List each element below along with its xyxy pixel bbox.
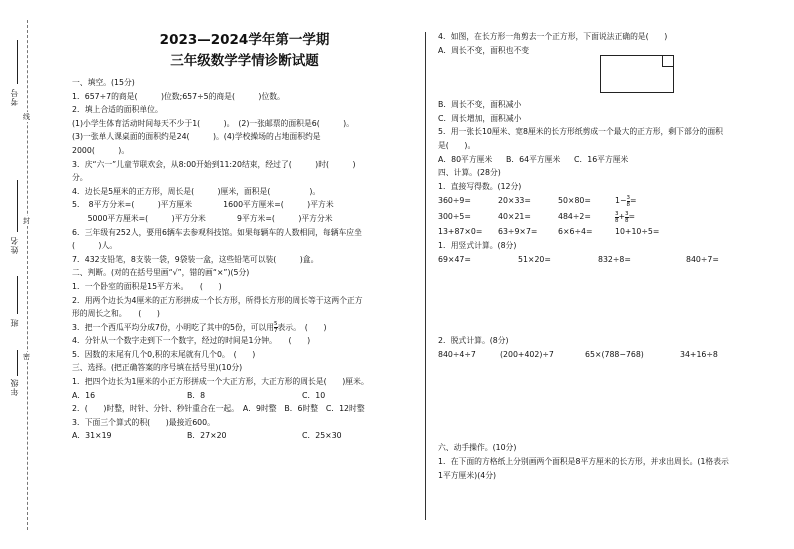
seal-mi: 密 — [23, 353, 30, 361]
calc-item: 832÷8= — [598, 254, 631, 264]
exam-number-underline — [17, 40, 18, 84]
calc-text: = — [628, 212, 636, 222]
text-line: 4．边长是5厘米的正方形，周长是( )厘米，面积是( )。 — [72, 186, 321, 196]
text-line: 1平方厘米)(4分) — [438, 470, 497, 480]
binding-dashed-line — [27, 20, 28, 530]
fraction-numerator: 3 — [625, 210, 629, 217]
left-column — [72, 30, 417, 443]
class-underline — [17, 276, 18, 314]
option-c: C．10 — [302, 390, 326, 400]
text-line: 是( )。 — [438, 140, 476, 150]
binding-margin — [0, 0, 60, 549]
text-line: 2000( )。 — [72, 145, 130, 155]
text-line: 1．657÷7的商是( )位数;657÷5的商是( )位数。 — [72, 91, 285, 101]
text-line: 3．下面三个算式的积( )最接近600。 — [72, 417, 215, 427]
fraction-numerator: 3 — [626, 194, 630, 201]
text-line: 1．把四个边长为1厘米的小正方形拼成一个大正方形，大正方形的周长是( )厘米。 — [72, 377, 369, 387]
text-line: 3．庆“六一”儿童节联欢会，从8:00开始到11:20结束，经过了( )时( ) — [72, 159, 356, 169]
calc-item: 484÷2= — [558, 212, 591, 222]
calc-item: 40×21= — [498, 212, 531, 222]
label-class: 班 — [10, 318, 19, 327]
calc-text: + — [618, 212, 626, 222]
column-divider — [425, 32, 426, 520]
section-heading: 六、动手操作。(10分) — [438, 443, 517, 453]
calc-row — [438, 209, 788, 225]
text-line: 5．因数的末尾有几个0,积的末尾就有几个0。 ( ) — [72, 349, 256, 359]
judge-q3-pre: 3．把一个西瓜平均分成7份，小明吃了其中的5份，可以用 — [72, 322, 275, 332]
calc-item: 6×6÷4= — [558, 227, 593, 237]
calc-text: 1− — [615, 196, 627, 206]
calc-row — [438, 253, 788, 267]
option-b: B．64平方厘米 — [506, 154, 561, 164]
text-line: 4．如图，在长方形一角剪去一个正方形，下面说法正确的是( ) — [438, 32, 668, 41]
page-title: 2023—2024学年第一学期 — [159, 32, 330, 48]
calc-text: = — [630, 196, 637, 206]
text-line: 2．脱式计算。(8分) — [438, 336, 509, 346]
calc-item: (200+402)÷7 — [500, 349, 554, 359]
option-c: C．周长增加，面积减小 — [438, 113, 522, 123]
text-line: 6．三年级有252人，要用6辆车去参观科技馆。如果每辆车的人数相同，每辆车应坐 — [72, 227, 362, 237]
option-a: A．16 — [72, 390, 96, 400]
grade-underline — [17, 350, 18, 376]
text-line: 1．用竖式计算。(8分) — [438, 240, 517, 250]
name-underline — [17, 180, 18, 232]
text-line: ( )人。 — [72, 241, 118, 251]
option-a: A．80平方厘米 — [438, 154, 493, 164]
text-line: 2．( )时整，时针、分针、秒针重合在一起。 A．9时整 B．6时整 C．12时整 — [72, 404, 365, 414]
option-c: C．16平方厘米 — [574, 154, 629, 164]
calc-item — [615, 209, 635, 225]
calc-item: 51×20= — [518, 254, 551, 264]
calc-item: 10+10÷5= — [615, 227, 660, 237]
text-line: 二、判断。(对的在括号里画“√”，错的画“×”)(5分) — [72, 268, 250, 278]
calc-item: 840÷7= — [686, 254, 719, 264]
seal-feng: 封 — [23, 217, 30, 225]
right-column — [438, 30, 788, 482]
fraction-numerator: 3 — [615, 210, 619, 217]
option-b: B．27×20 — [187, 431, 227, 441]
label-grade: 年级 — [10, 378, 19, 396]
text-line: 4．分针从一个数字走到下一个数字，经过的时间是1分钟。 ( ) — [72, 336, 311, 346]
option-a: A．周长不变，面积也不变 — [438, 45, 530, 55]
calc-item: 360÷9= — [438, 196, 471, 206]
fraction-denominator: 8 — [615, 217, 619, 224]
choice-q1-options — [72, 389, 417, 403]
calc-row — [438, 225, 788, 239]
text-line: 1．一个卧室的面积是15平方米。 ( ) — [72, 281, 222, 291]
option-b: B．周长不变，面积减小 — [438, 100, 522, 110]
option-c: C．25×30 — [302, 431, 342, 441]
fraction-denominator: 7 — [274, 328, 278, 335]
text-line: (3)一张单人课桌面的面积约是24( )。(4)学校操场的占地面积约是 — [72, 132, 321, 142]
text-line: 1．在下面的方格纸上分别画两个面积是8平方厘米的长方形，并求出周长。(1格表示 — [438, 456, 729, 466]
text-line: 分。 — [72, 173, 88, 183]
calc-item: 34+16÷8 — [680, 349, 718, 359]
fraction-numerator: 5 — [274, 321, 278, 328]
fraction-denominator: 8 — [625, 217, 629, 224]
text-line: 7．432支铅笔，8支装一袋，9袋装一盒，这些铅笔可以装( )盒。 — [72, 254, 319, 264]
judge-q3-line — [72, 321, 417, 335]
calc-item — [615, 193, 637, 209]
calc-item: 300÷5= — [438, 212, 471, 222]
calc-row — [438, 193, 788, 209]
text-line: 2．填上合适的面积单位。 — [72, 105, 163, 115]
calc-item: 840÷4÷7 — [438, 349, 476, 359]
calc-item: 69×47= — [438, 254, 471, 264]
option-a: A．31×19 — [72, 431, 112, 441]
calc-item: 13+87×0= — [438, 227, 483, 237]
calc-item: 50×80= — [558, 196, 591, 206]
label-name: 姓名 — [10, 236, 19, 254]
seal-xian: 线 — [23, 113, 30, 121]
page-subtitle: 三年级数学学情诊断试题 — [170, 53, 319, 69]
calc-item: 65×(788−768) — [585, 349, 644, 359]
label-exam-number: 考号 — [10, 88, 19, 106]
text-line: 5．用一张长10厘米、宽8厘米的长方形纸剪成一个最大的正方形，剩下部分的面积 — [438, 127, 723, 137]
text-line: 三、选择。(把正确答案的序号填在括号里)(10分) — [72, 363, 243, 373]
text-line: 1．直接写得数。(12分) — [438, 181, 522, 191]
text-line: 5． 8平方分米=( )平方厘米 1600平方厘米=( )平方米 — [72, 200, 334, 210]
section-heading: 四、计算。(28分) — [438, 168, 501, 178]
q5-options — [438, 153, 788, 167]
judge-q3-post: 表示。 ( ) — [277, 322, 327, 332]
option-b: B．8 — [187, 390, 206, 400]
text-line: 形的周长之和。 ( ) — [72, 309, 160, 319]
text-line: 5000平方厘米=( )平方分米 9平方米=( )平方分米 — [72, 213, 333, 223]
choice-q3-options — [72, 429, 417, 443]
fraction-denominator: 8 — [626, 201, 630, 208]
text-line: (1)小学生体育活动时间每天不少于1( )。 (2)一张邮票的面积是6( )。 — [72, 118, 354, 128]
calc-item: 63÷9×7= — [498, 227, 538, 237]
text-line: 一、填空。(15分) — [72, 78, 135, 87]
calc-item: 20×33= — [498, 196, 531, 206]
text-line: 2．用两个边长为4厘米的正方形拼成一个长方形，所得长方形的周长等于这两个正方 — [72, 295, 363, 305]
calc-row — [438, 348, 788, 362]
